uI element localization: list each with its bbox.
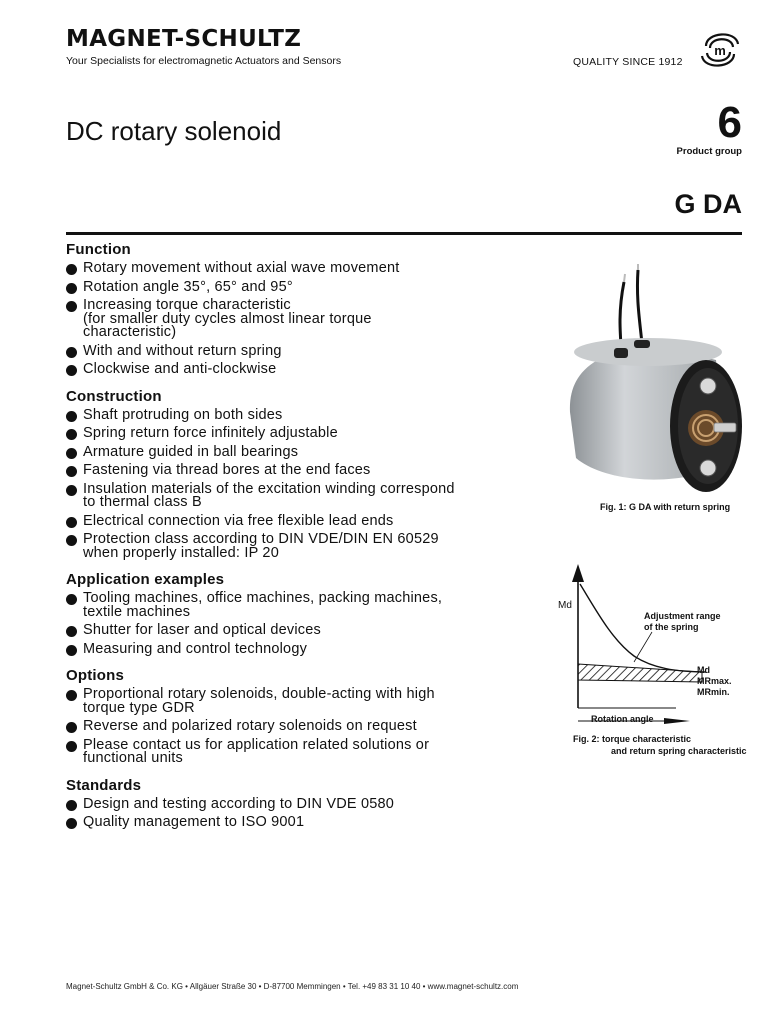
bullet-icon [66,301,77,312]
list-item-text: Fastening via thread bores at the end faces [83,462,371,478]
chart-adjustment-label-2: of the spring [644,622,699,632]
page-footer: Magnet-Schultz GmbH & Co. KG • Allgäuer Straße 30 • D-87700 Memmingen • Tel. +49 83 31 10 40 • www.magnet-schultz.com [66,982,519,991]
list-item [66,262,526,276]
list-item-text: Clockwise and anti-clockwise [83,361,277,377]
bullet-icon [66,690,77,701]
section-heading: Function [66,241,131,258]
list-item-text: Electrical connection via free flexible lead ends [83,512,394,529]
chart-legend-mr-min: MRmin. [697,687,730,697]
bullet-list [66,406,526,561]
list-item-text: Insulation materials of the excitation winding correspond to thermal class B [83,480,455,510]
spring-adjustment-band [578,664,702,682]
bullet-icon [66,485,77,496]
list-item [66,592,526,619]
bullet-icon [66,594,77,605]
list-item-text: Protection class according to DIN VDE/DIN EN 60529 when properly installed: IP 20 [83,531,439,561]
spec-sections [66,241,526,835]
list-item [66,299,526,340]
bullet-icon [66,818,77,829]
list-item-text: Rotary movement without axial wave movement [83,260,400,276]
torque-characteristic-chart [556,560,756,730]
list-item-text: Shutter for laser and optical devices [83,622,321,638]
section-heading: Construction [66,387,162,405]
list-item-text: Shaft protruding on both sides [83,406,283,423]
bullet-icon [66,429,77,440]
list-item [66,816,526,830]
bullet-list [66,262,526,377]
list-item [66,480,526,510]
section-heading: Standards [66,776,142,794]
list-item [66,533,526,560]
title-divider [66,232,742,235]
bullet-icon [66,283,77,294]
list-item-text: Measuring and control technology [83,640,308,657]
list-item [66,464,526,478]
chart-x-axis-label: Rotation angle [591,714,654,724]
company-tagline: Your Specialists for electromagnetic Actuators and Sensors [66,55,342,67]
bullet-icon [66,517,77,528]
list-item [66,720,526,734]
figure-2-caption [573,734,747,757]
bullet-list [66,795,526,830]
list-item [66,363,526,377]
list-item-text: Design and testing according to DIN VDE 0580 [83,795,395,812]
x-axis-arrow [664,718,690,724]
bullet-icon [66,411,77,422]
list-item [66,624,526,638]
list-item-text: Reverse and polarized rotary solenoids on request [83,718,417,734]
company-logo-text: MAGNET-SCHULTZ [66,26,302,52]
bullet-icon [66,645,77,656]
bullet-icon [66,264,77,275]
list-item [66,512,526,529]
bullet-icon [66,800,77,811]
list-item-text: Rotation angle 35°, 65° and 95° [83,278,293,295]
list-item-text: Tooling machines, office machines, packing machines, textile machines [83,590,443,620]
bullet-icon [66,448,77,459]
list-item [66,342,526,359]
bullet-icon [66,741,77,752]
list-item [66,795,526,812]
page-title: DC rotary solenoid [66,116,282,146]
bullet-list [66,688,526,766]
bullet-icon [66,365,77,376]
product-group-label: Product group [676,146,742,157]
list-item-text: With and without return spring [83,342,282,359]
bullet-icon [66,535,77,546]
section-heading: Options [66,667,125,684]
section-heading: Application examples [66,571,225,588]
list-item [66,443,526,460]
list-item [66,278,526,295]
bullet-icon [66,722,77,733]
list-item-text: Proportional rotary solenoids, double-acting with high torque type GDR [83,686,435,716]
product-group-number: 6 [717,98,742,147]
product-photo [566,262,746,498]
list-item-text: Quality management to ISO 9001 [83,814,305,830]
bullet-icon [66,626,77,637]
chart-y-axis-label: Md [558,600,572,611]
list-item-text: Increasing torque characteristic (for smaller duty cycles almost linear torque characteristic) [83,297,372,340]
quality-since-text: QUALITY SINCE 1912 [573,56,683,68]
list-item [66,427,526,441]
list-item [66,406,526,423]
figure-2-caption-line-2: and return spring characteristic [611,745,747,756]
list-item [66,736,526,766]
chart-adjustment-label-1: Adjustment range [644,611,721,621]
y-axis-arrow [572,564,584,582]
list-item-text: Spring return force infinitely adjustable [83,425,338,441]
product-code: G DA [674,189,742,219]
list-item [66,640,526,657]
bullet-icon [66,347,77,358]
chart-legend-mr-max: MRmax. [697,676,732,686]
svg-text:m: m [714,43,726,58]
list-item-text: Armature guided in ball bearings [83,443,299,460]
company-logo-icon [696,24,744,76]
figure-1-caption: Fig. 1: G DA with return spring [600,502,731,512]
figure-2-caption-line-1: Fig. 2: torque characteristic [573,734,692,744]
bullet-icon [66,466,77,477]
list-item-text: Please contact us for application related solutions or functional units [83,736,430,766]
list-item [66,688,526,715]
bullet-list [66,592,526,656]
chart-legend-md: Md [697,665,710,675]
